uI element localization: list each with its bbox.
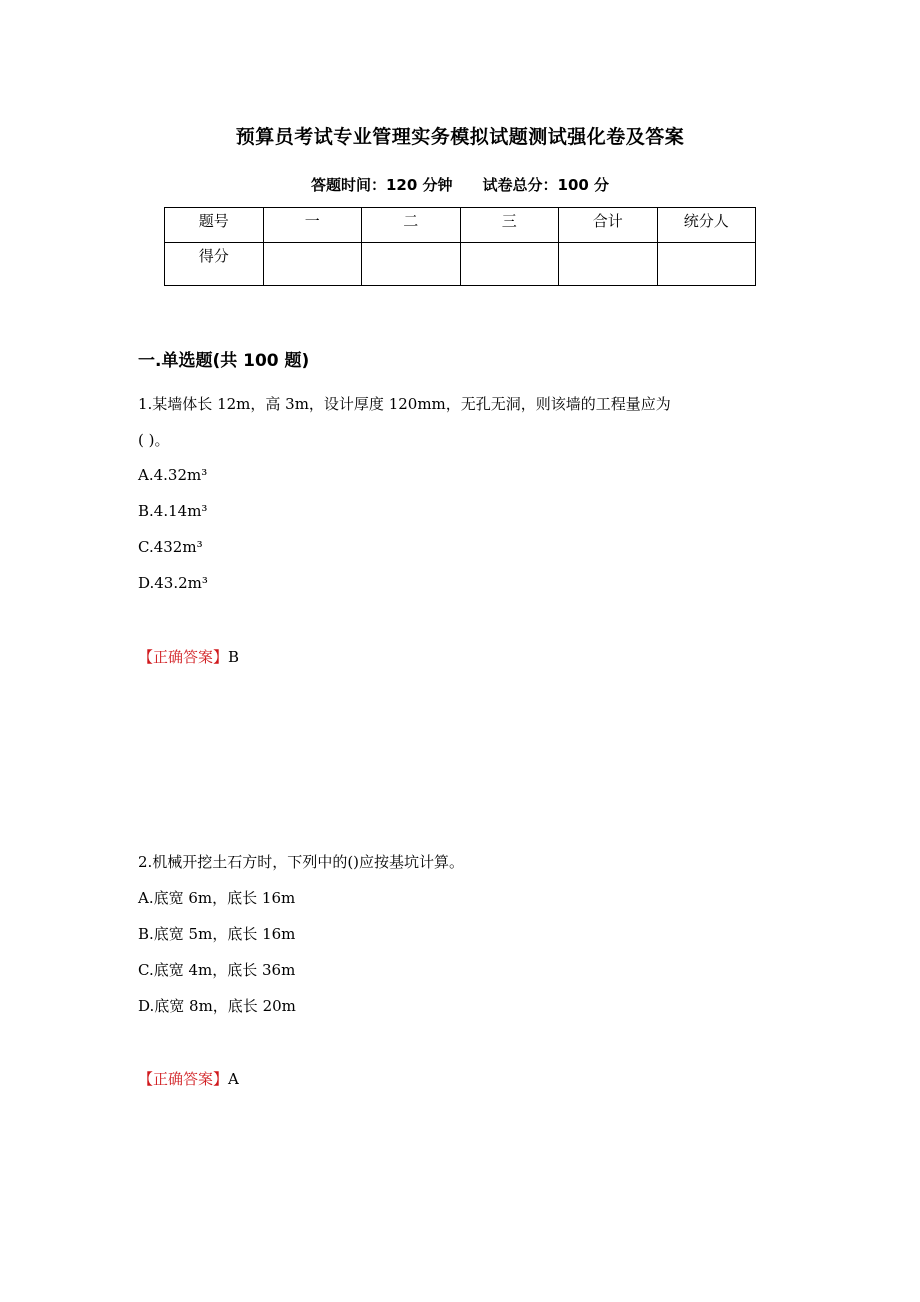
question-1-option-b: B.4.14m³ <box>138 502 208 520</box>
question-2-answer <box>138 1068 239 1089</box>
question-1-stem-cont: ( )。 <box>138 431 170 449</box>
answer-label: 【正确答案】 <box>138 1070 229 1088</box>
exam-meta <box>0 174 920 195</box>
question-1-stem: 1.某墙体长 12m，高 3m，设计厚度 120mm，无孔无洞，则该墙的工程量应为 <box>138 395 671 413</box>
question-1-option-a: A.4.32m³ <box>138 466 208 484</box>
header-cell: 三 <box>460 208 559 243</box>
answer-value: A <box>228 1070 239 1088</box>
score-cell <box>362 243 461 286</box>
header-cell: 二 <box>362 208 461 243</box>
score-cell <box>657 243 756 286</box>
answer-value: B <box>228 648 240 666</box>
score-table-score-row <box>165 243 756 286</box>
total-score: 试卷总分：100 分 <box>482 176 610 194</box>
question-1-option-c: C.432m³ <box>138 538 203 556</box>
question-2-stem: 2.机械开挖土石方时，下列中的()应按基坑计算。 <box>138 853 465 871</box>
answer-label: 【正确答案】 <box>138 648 229 666</box>
question-1-answer <box>138 646 239 667</box>
score-cell <box>263 243 362 286</box>
exam-time: 答题时间：120 分钟 <box>310 176 453 194</box>
header-cell: 题号 <box>165 208 264 243</box>
question-2-option-c: C.底宽 4m，底长 36m <box>138 961 296 979</box>
header-cell: 一 <box>263 208 362 243</box>
score-cell <box>559 243 658 286</box>
question-1-option-d: D.43.2m³ <box>138 574 208 592</box>
question-2-option-a: A.底宽 6m，底长 16m <box>138 889 296 907</box>
question-2-option-d: D.底宽 8m，底长 20m <box>138 997 296 1015</box>
score-table <box>164 207 756 286</box>
header-cell: 统分人 <box>657 208 756 243</box>
score-cell <box>460 243 559 286</box>
score-table-header-row <box>165 208 756 243</box>
section-title: 一.单选题(共 100 题) <box>138 351 310 371</box>
score-row-label: 得分 <box>165 243 264 286</box>
header-cell: 合计 <box>559 208 658 243</box>
document-title: 预算员考试专业管理实务模拟试题测试强化卷及答案 <box>235 126 685 148</box>
question-2-option-b: B.底宽 5m，底长 16m <box>138 925 296 943</box>
